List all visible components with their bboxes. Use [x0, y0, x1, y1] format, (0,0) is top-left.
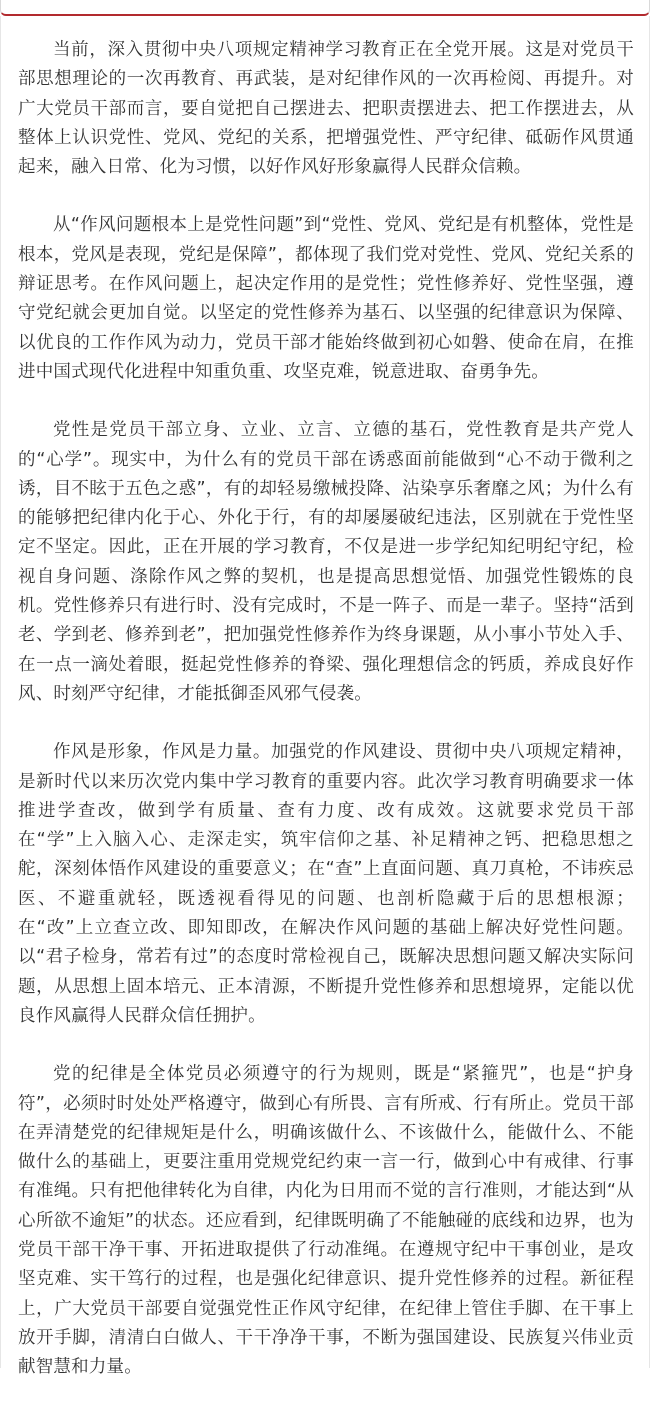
article-body	[18, 36, 634, 1411]
article-paragraph-2: 从“作风问题根本上是党性问题”到“党性、党风、党纪是有机整体，党性是根本，党风是表现，党纪是保障”，都体现了我们党对党性、党风、党纪关系的辩证思考。在作风问题上，起决定作用的是党性；党性修养好、党性坚强，遵守党纪就会更加自觉。以坚定的党性修养为基石、以坚强的纪律意识为保障、以优良的工作作风为动力，党员干部才能始终做到初心如磐、使命在肩，在推进中国式现代化进程中知重负重、攻坚克难，锐意进取、奋勇争先。	[18, 215, 634, 382]
article-paragraph-3: 党性是党员干部立身、立业、立言、立德的基石，党性教育是共产党人的“心学”。现实中，为什么有的党员干部在诱惑面前能做到“心不动于微利之诱，目不眩于五色之惑”，有的却轻易缴械投降、沾染享乐奢靡之风；为什么有的能够把纪律内化于心、外化于行，有的却屡屡破纪违法，区别就在于党性坚定不坚定。因此，正在开展的学习教育，不仅是进一步学纪知纪明纪守纪，检视自身问题、涤除作风之弊的契机，也是提高思想觉悟、加强党性锻炼的良机。党性修养只有进行时、没有完成时，不是一阵子、而是一辈子。坚持“活到老、学到老、修养到老”，把加强党性修养作为终身课题，从小事小节处入手、在一点一滴处着眼，挺起党性修养的脊梁、强化理想信念的钙质，养成良好作风、时刻严守纪律，才能抵御歪风邪气侵袭。	[18, 420, 634, 704]
article-paragraph-4: 作风是形象，作风是力量。加强党的作风建设、贯彻中央八项规定精神，是新时代以来历次党内集中学习教育的重要内容。此次学习教育明确要求一体推进学查改，做到学有质量、查有力度、改有成效。这就要求党员干部在“学”上入脑入心、走深走实，筑牢信仰之基、补足精神之钙、把稳思想之舵，深刻体悟作风建设的重要意义；在“查”上直面问题、真刀真枪，不讳疾忌医、不避重就轻，既透视看得见的问题、也剖析隐藏于后的思想根源；在“改”上立查立改、即知即改，在解决作风问题的基础上解决好党性问题。以“君子检身，常若有过”的态度时常检视自己，既解决思想问题又解决实际问题，从思想上固本培元、正本清源，不断提升党性修养和思想境界，定能以优良作风赢得人民群众信任拥护。	[18, 742, 634, 1026]
article-paragraph-5: 党的纪律是全体党员必须遵守的行为规则，既是“紧箍咒”，也是“护身符”，必须时时处处严格遵守，做到心有所畏、言有所戒、行有所止。党员干部在弄清楚党的纪律规矩是什么，明确该做什么、不该做什么，能做什么、不能做什么的基础上，更要注重用党规党纪约束一言一行，做到心中有戒律、行事有准绳。只有把他律转化为自律，内化为日用而不觉的言行准则，才能达到“从心所欲不逾矩”的状态。还应看到，纪律既明确了不能触碰的底线和边界，也为党员干部干净干事、开拓进取提供了行动准绳。在遵规守纪中干事创业，是攻坚克难、实干笃行的过程，也是强化纪律意识、提升党性修养的过程。新征程上，广大党员干部要自觉强党性正作风守纪律，在纪律上管住手脚、在干事上放开手脚，清清白白做人、干干净净干事，不断为强国建设、民族复兴伟业贡献智慧和力量。	[18, 1064, 634, 1378]
top-header-bar	[0, 0, 650, 16]
article-paragraph-1: 当前，深入贯彻中央八项规定精神学习教育正在全党开展。这是对党员干部思想理论的一次再教育、再武装，是对纪律作风的一次再检阅、再提升。对广大党员干部而言，要自觉把自己摆进去、把职责摆进去、把工作摆进去，从整体上认识党性、党风、党纪的关系，把增强党性、严守纪律、砥砺作风贯通起来，融入日常、化为习惯，以好作风好形象赢得人民群众信赖。	[18, 40, 634, 178]
